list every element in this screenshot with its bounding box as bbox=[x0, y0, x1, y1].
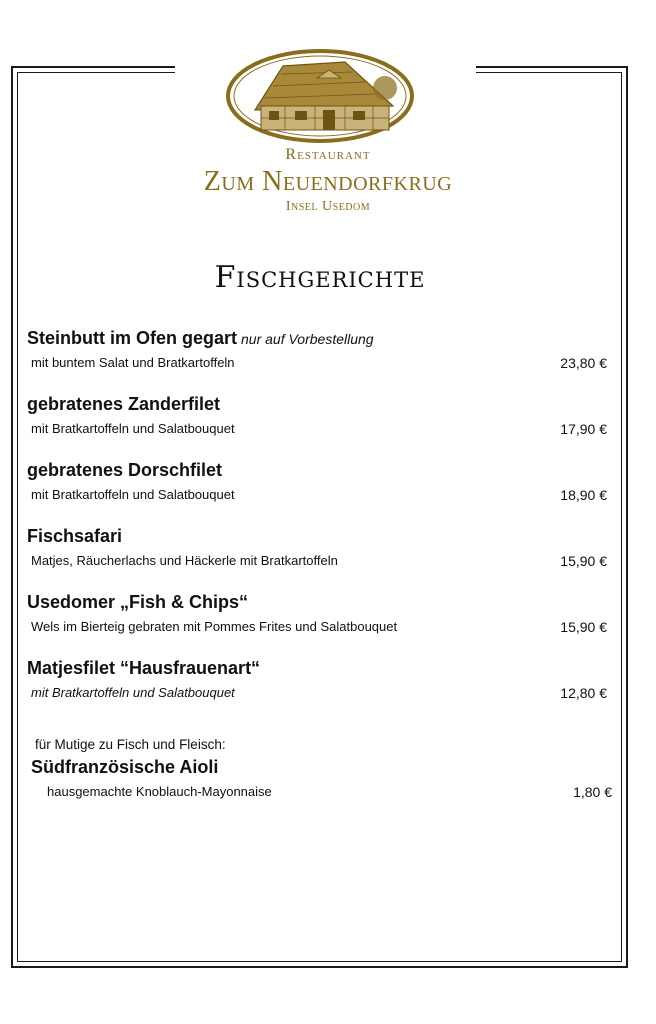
dish-name: gebratenes Dorschfilet bbox=[27, 460, 223, 480]
extra-intro: für Mutige zu Fisch und Fleisch: bbox=[35, 737, 226, 752]
dish-description: mit Bratkartoffeln und Salatbouquet bbox=[31, 685, 235, 700]
dish-description: Matjes, Räucherlachs und Häckerle mit Bratkartoffeln bbox=[31, 553, 338, 568]
dish-name: Matjesfilet “Hausfrauenart“ bbox=[27, 658, 261, 678]
restaurant-name: Zum Neuendorfkrug bbox=[203, 166, 453, 197]
dish-description: mit Bratkartoffeln und Salatbouquet bbox=[31, 487, 235, 502]
dish-price: 12,80 € bbox=[560, 685, 607, 701]
dish-name: Usedomer „Fish & Chips“ bbox=[27, 592, 249, 612]
dish-name: Fischsafari bbox=[27, 526, 123, 546]
dish-name-text: Steinbutt im Ofen gegart bbox=[27, 328, 238, 348]
extra-description: hausgemachte Knoblauch-Mayonnaise bbox=[47, 784, 272, 799]
dish-price: 15,90 € bbox=[560, 619, 607, 635]
dish-price: 23,80 € bbox=[560, 355, 607, 371]
dish-name: gebratenes Zanderfilet bbox=[27, 394, 221, 414]
restaurant-label: Restaurant bbox=[285, 146, 371, 163]
extra-name: Südfranzösische Aioli bbox=[31, 757, 219, 777]
menu-title: Fischgerichte bbox=[214, 260, 426, 295]
dish-note: nur auf Vorbestellung bbox=[241, 331, 374, 347]
dish-description: Wels im Bierteig gebraten mit Pommes Frites und Salatbouquet bbox=[31, 619, 398, 634]
restaurant-location: Insel Usedom bbox=[285, 199, 371, 214]
dish-price: 18,90 € bbox=[560, 487, 607, 503]
extra-price: 1,80 € bbox=[573, 784, 612, 800]
dish-description: mit buntem Salat und Bratkartoffeln bbox=[31, 355, 235, 370]
dish-price: 15,90 € bbox=[560, 553, 607, 569]
dish-name bbox=[27, 328, 374, 349]
restaurant-logo bbox=[225, 48, 415, 144]
dish-description: mit Bratkartoffeln und Salatbouquet bbox=[31, 421, 235, 436]
dish-price: 17,90 € bbox=[560, 421, 607, 437]
